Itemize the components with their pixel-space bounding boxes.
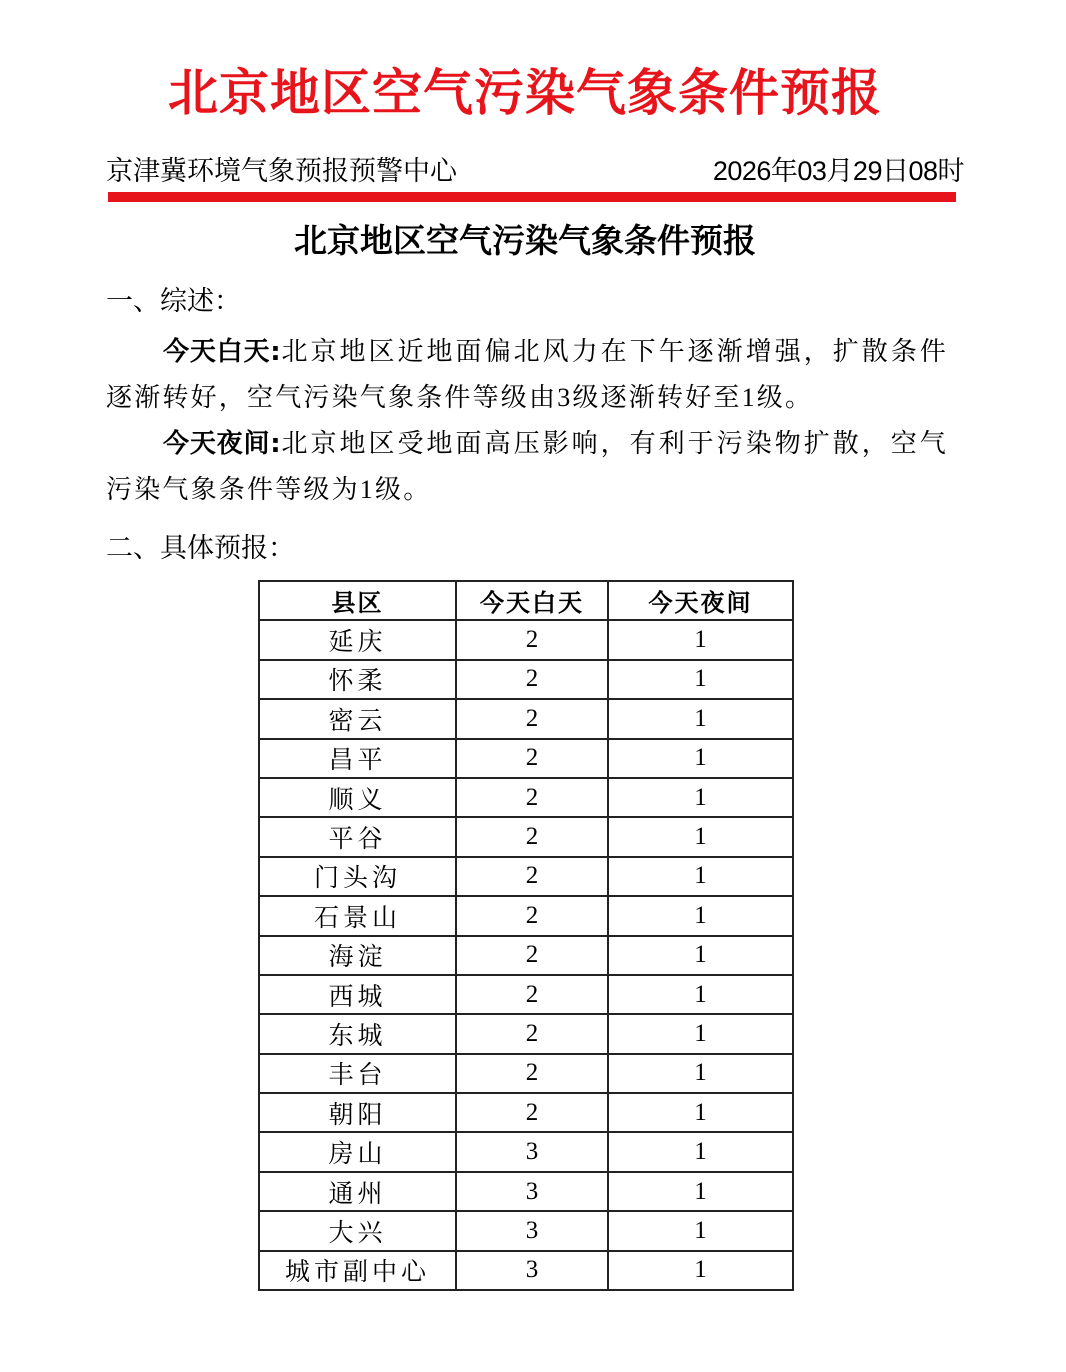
- table-row: [259, 1132, 793, 1171]
- issuer-name: 京津冀环境气象预报预警中心: [106, 156, 457, 186]
- night-level-cell: 1: [608, 1211, 793, 1250]
- county-cell: 平谷: [259, 817, 456, 856]
- daytime-level-cell: 2: [456, 817, 608, 856]
- county-cell: 大兴: [259, 1211, 456, 1250]
- night-level-cell: 1: [608, 1172, 793, 1211]
- table-row: [259, 1093, 793, 1132]
- daytime-level-cell: 2: [456, 1093, 608, 1132]
- forecast-table: [258, 580, 794, 1291]
- county-cell: 城市副中心: [259, 1251, 456, 1290]
- table-row: [259, 660, 793, 699]
- table-row: [259, 936, 793, 975]
- county-cell: 西城: [259, 975, 456, 1014]
- county-cell: 密云: [259, 699, 456, 738]
- night-level-cell: 1: [608, 896, 793, 935]
- county-cell: 海淀: [259, 936, 456, 975]
- daytime-level-cell: 2: [456, 1014, 608, 1053]
- night-level-cell: 1: [608, 817, 793, 856]
- night-text: 北京地区受地面高压影响，有利于污染物扩散，空气污染气象条件等级为1级。: [106, 429, 948, 504]
- column-header-daytime: 今天白天: [456, 581, 608, 620]
- table-row: [259, 778, 793, 817]
- daytime-level-cell: 2: [456, 620, 608, 659]
- county-cell: 昌平: [259, 739, 456, 778]
- daytime-level-cell: 2: [456, 896, 608, 935]
- table-row: [259, 896, 793, 935]
- county-cell: 门头沟: [259, 857, 456, 896]
- daytime-level-cell: 2: [456, 857, 608, 896]
- section-heading-summary: 一、综述：: [106, 286, 241, 317]
- night-level-cell: 1: [608, 936, 793, 975]
- daytime-level-cell: 3: [456, 1211, 608, 1250]
- county-cell: 怀柔: [259, 660, 456, 699]
- county-cell: 丰台: [259, 1054, 456, 1093]
- paragraph-daytime: [106, 329, 948, 421]
- daytime-level-cell: 3: [456, 1251, 608, 1290]
- table-row: [259, 857, 793, 896]
- daytime-level-cell: 2: [456, 1054, 608, 1093]
- section-heading-details: 二、具体预报：: [106, 533, 295, 564]
- table-row: [259, 1054, 793, 1093]
- daytime-level-cell: 2: [456, 778, 608, 817]
- county-cell: 延庆: [259, 620, 456, 659]
- table-row: [259, 1211, 793, 1250]
- daytime-label: 今天白天:: [163, 337, 281, 367]
- table-row: [259, 1172, 793, 1211]
- table-row: [259, 1251, 793, 1290]
- night-level-cell: 1: [608, 1093, 793, 1132]
- night-level-cell: 1: [608, 778, 793, 817]
- daytime-level-cell: 2: [456, 975, 608, 1014]
- banner-title: 北京地区空气污染气象条件预报: [168, 64, 882, 122]
- night-level-cell: 1: [608, 975, 793, 1014]
- daytime-text: 北京地区近地面偏北风力在下午逐渐增强，扩散条件逐渐转好，空气污染气象条件等级由3级逐渐转好至1级。: [106, 337, 948, 412]
- table-row: [259, 739, 793, 778]
- document-title: 北京地区空气污染气象条件预报: [294, 221, 756, 260]
- column-header-night: 今天夜间: [608, 581, 793, 620]
- night-level-cell: 1: [608, 620, 793, 659]
- column-header-county: 县区: [259, 581, 456, 620]
- county-cell: 房山: [259, 1132, 456, 1171]
- county-cell: 顺义: [259, 778, 456, 817]
- table-row: [259, 817, 793, 856]
- table-row: [259, 975, 793, 1014]
- paragraph-night: [106, 421, 948, 513]
- night-level-cell: 1: [608, 1132, 793, 1171]
- county-cell: 通州: [259, 1172, 456, 1211]
- table-row: [259, 699, 793, 738]
- daytime-level-cell: 2: [456, 660, 608, 699]
- daytime-level-cell: 2: [456, 936, 608, 975]
- night-level-cell: 1: [608, 660, 793, 699]
- table-row: [259, 1014, 793, 1053]
- night-label: 今天夜间:: [163, 429, 281, 459]
- night-level-cell: 1: [608, 857, 793, 896]
- night-level-cell: 1: [608, 1014, 793, 1053]
- county-cell: 朝阳: [259, 1093, 456, 1132]
- night-level-cell: 1: [608, 1054, 793, 1093]
- daytime-level-cell: 3: [456, 1172, 608, 1211]
- table-row: [259, 620, 793, 659]
- night-level-cell: 1: [608, 739, 793, 778]
- county-cell: 东城: [259, 1014, 456, 1053]
- daytime-level-cell: 3: [456, 1132, 608, 1171]
- daytime-level-cell: 2: [456, 699, 608, 738]
- red-divider: [108, 192, 956, 202]
- county-cell: 石景山: [259, 896, 456, 935]
- issue-time: 2026年03月29日08时: [712, 156, 964, 186]
- table-header-row: [259, 581, 793, 620]
- daytime-level-cell: 2: [456, 739, 608, 778]
- night-level-cell: 1: [608, 699, 793, 738]
- night-level-cell: 1: [608, 1251, 793, 1290]
